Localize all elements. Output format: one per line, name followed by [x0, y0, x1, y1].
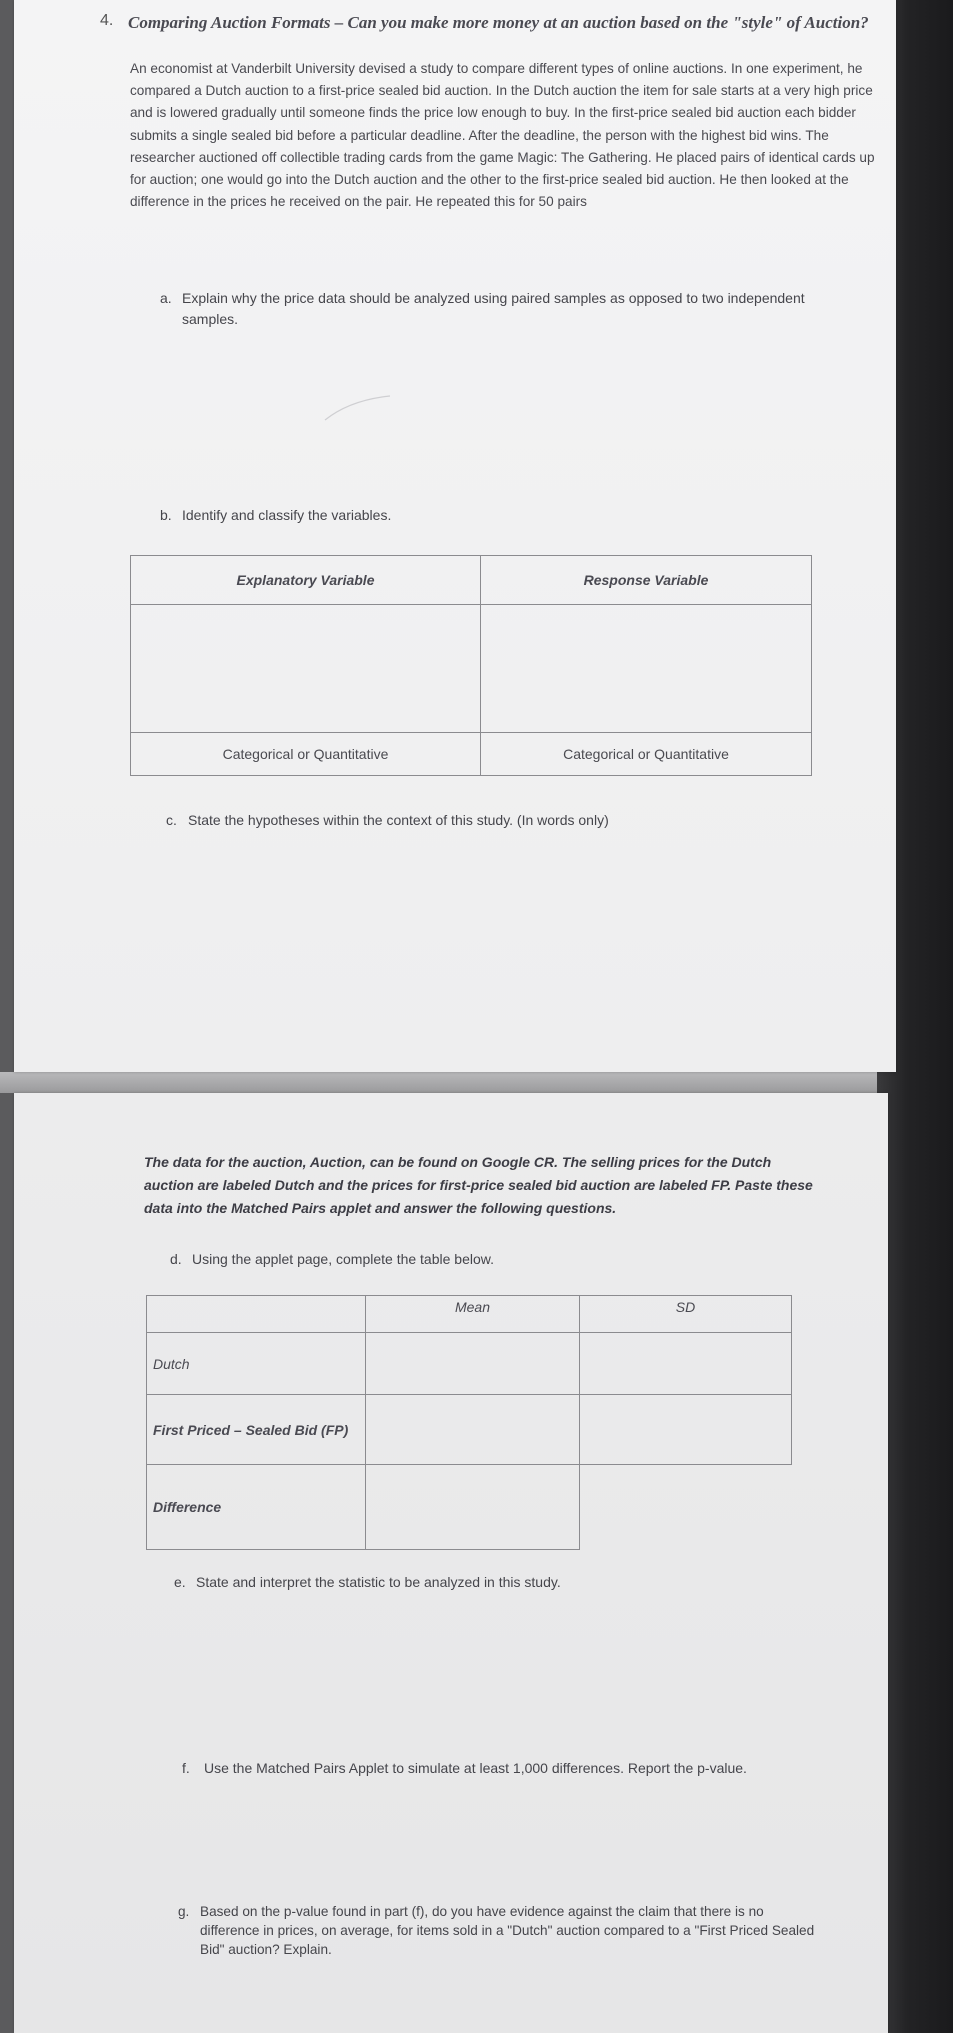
- question-title: Comparing Auction Formats – Can you make more money at an auction based on the "style" of Auction?: [128, 13, 869, 32]
- question-intro: An economist at Vanderbilt University devised a study to compare different types of online auctions. In one experiment, he compared a Dutch auction to a first-price sealed bid auction. In the Dutch auction the item for sale starts at a very high price and is lowered gradually until someone finds the price low enough to buy. In the first-price sealed bid auction each bidder submits a single sealed bid before a particular deadline. After the deadline, the person with the highest bid wins. The researcher auctioned off collectible trading cards from the game Magic: The Gathering. He placed pairs of identical cards up for auction; one would go into the Dutch auction and the other to the first-price sealed bid auction. He then looked at the difference in the prices he received on the pair. He repeated this for 50 pairs: [130, 61, 875, 210]
- part-e-label: e.: [174, 1574, 186, 1590]
- sd-header: SD: [580, 1296, 792, 1333]
- row-fp-label: First Priced – Sealed Bid (FP): [147, 1395, 366, 1465]
- fp-sd-cell[interactable]: [580, 1395, 792, 1465]
- explanatory-type: Categorical or Quantitative: [131, 733, 481, 776]
- summary-table: [146, 1295, 792, 1550]
- part-c-label: c.: [166, 812, 177, 828]
- part-e: [174, 1572, 561, 1593]
- response-type: Categorical or Quantitative: [481, 733, 812, 776]
- part-f: [182, 1758, 747, 1779]
- dutch-sd-cell[interactable]: [580, 1333, 792, 1395]
- question-number: 4.: [100, 12, 114, 29]
- corner-cell: [147, 1296, 366, 1333]
- diff-mean-cell[interactable]: [366, 1465, 580, 1550]
- part-d-text: Using the applet page, complete the table below.: [192, 1251, 494, 1267]
- explanatory-header: Explanatory Variable: [131, 556, 481, 605]
- worksheet-page-2: [14, 1093, 888, 2033]
- part-g-label: g.: [178, 1904, 190, 1919]
- part-a-text: Explain why the price data should be analyzed using paired samples as opposed to two independent samples.: [182, 290, 805, 327]
- explanatory-answer-cell[interactable]: [131, 605, 481, 733]
- variables-table: [130, 555, 812, 776]
- part-a: [160, 288, 840, 330]
- response-header: Response Variable: [481, 556, 812, 605]
- part-g: [178, 1902, 838, 1959]
- mean-header: Mean: [366, 1296, 580, 1333]
- pencil-mark: [320, 390, 400, 430]
- part-e-text: State and interpret the statistic to be analyzed in this study.: [196, 1574, 561, 1590]
- part-d: [170, 1249, 494, 1270]
- row-dutch-label: Dutch: [147, 1333, 366, 1395]
- fp-mean-cell[interactable]: [366, 1395, 580, 1465]
- part-g-text: Based on the p-value found in part (f), do you have evidence against the claim that there is no difference in prices, on average, for items sold in a "Dutch" auction compared to a "First Priced Sealed Bid" auction? Explain.: [200, 1904, 815, 1957]
- part-c-text: State the hypotheses within the context of this study. (In words only): [188, 812, 609, 828]
- diff-sd-empty: [580, 1465, 792, 1550]
- part-a-label: a.: [160, 290, 172, 306]
- part-b-label: b.: [160, 507, 172, 523]
- part-d-label: d.: [170, 1251, 182, 1267]
- part-f-text: Use the Matched Pairs Applet to simulate at least 1,000 differences. Report the p-value.: [204, 1760, 747, 1776]
- part-c: [166, 810, 609, 831]
- part-f-label: f.: [182, 1760, 190, 1776]
- row-diff-label: Difference: [147, 1465, 366, 1550]
- part-b-text: Identify and classify the variables.: [182, 507, 392, 523]
- part-b: [160, 505, 391, 526]
- response-answer-cell[interactable]: [481, 605, 812, 733]
- data-instructions: The data for the auction, Auction, can be found on Google CR. The selling prices for the Dutch auction are labeled Dutch and the prices for first-price sealed bid auction are labeled FP. Paste these data into the Matched Pairs applet and answer the following questions.: [144, 1154, 813, 1216]
- page-gap: [0, 1072, 877, 1093]
- dutch-mean-cell[interactable]: [366, 1333, 580, 1395]
